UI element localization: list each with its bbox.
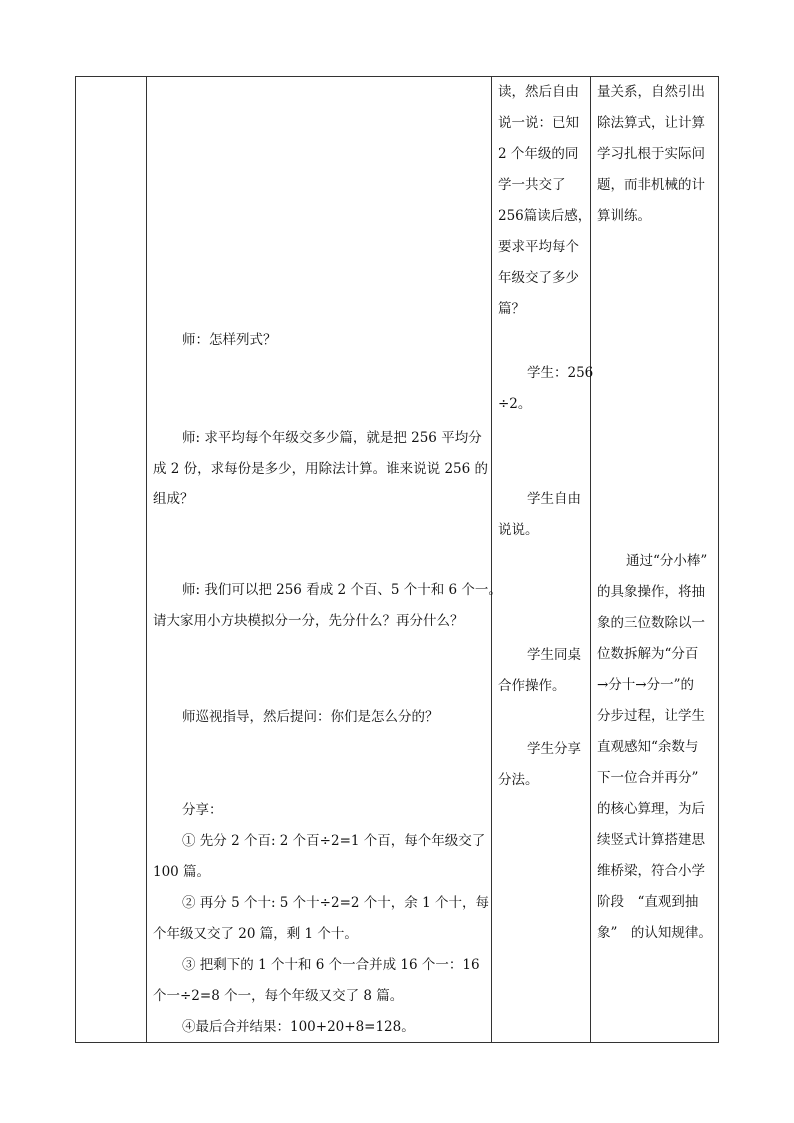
column-divider-2 [491,76,492,1043]
intent-text-line: 学习扎根于实际问 [597,146,705,162]
intent-text-line: 象的三位数除以一 [597,615,705,631]
share-step-2-line-1: ② 再分 5 个十: 5 个十÷2=2 个十，余 1 个十，每 [182,895,489,911]
share-title: 分享： [182,802,223,818]
intent-text-line: 的核心算理，为后 [597,801,705,817]
student-answer-3-line-2: 合作操作。 [498,678,566,694]
student-text-line: 要求平均每个 [498,239,579,255]
student-text-line: 年级交了多少 [498,270,579,286]
student-answer-1-line-2: ÷2。 [498,396,532,412]
student-answer-4-line-1: 学生分享 [527,741,581,757]
student-answer-2-line-1: 学生自由 [527,491,581,507]
teacher-question-3-line-1: 师: 我们可以把 256 看成 2 个百、5 个十和 6 个一。 [182,582,502,598]
intent-text-line: 续竖式计算搭建思 [597,832,705,848]
share-step-2-line-2: 个年级又交了 20 篇，剩 1 个十。 [153,926,358,942]
intent-text-line: →分十→分一”的 [597,677,695,693]
student-answer-3-line-1: 学生同桌 [527,647,581,663]
intent-text-line: 除法算式，让计算 [597,115,705,131]
intent-text-line: 阶段 “直观到抽 [597,894,699,910]
share-step-3-line-1: ③ 把剩下的 1 个十和 6 个一合并成 16 个一：16 [182,957,480,973]
student-text-line: 篇？ [498,301,525,317]
column-divider-1 [146,76,147,1043]
teacher-question-2-line-3: 组成？ [153,491,194,507]
student-answer-1-line-1: 学生：256 [527,365,594,381]
teacher-question-3-line-2: 请大家用小方块模拟分一分，先分什么？再分什么？ [153,613,464,629]
intent-text-line: 分步过程，让学生 [597,708,705,724]
teacher-question-1: 师：怎样列式？ [182,332,277,348]
student-text-line: 说一说：已知 [498,115,579,131]
share-step-3-line-2: 个一÷2=8 个一，每个年级又交了 8 篇。 [153,988,404,1004]
intent-text-line: 的具象操作，将抽 [597,584,705,600]
intent-text-line: 位数拆解为“分百 [597,646,699,662]
student-text-line: 256篇读后感， [498,208,592,224]
student-text-line: 学一共交了 [498,177,566,193]
student-answer-2-line-2: 说说。 [498,522,539,538]
student-text-line: 读，然后自由 [498,84,579,100]
intent-text-line: 题，而非机械的计 [597,177,705,193]
intent-text-line: 象” 的认知规律。 [597,925,712,941]
student-answer-4-line-2: 分法。 [498,772,539,788]
intent-text-line: 直观感知“余数与 [597,739,699,755]
teacher-question-4: 师巡视指导，然后提问：你们是怎么分的？ [182,709,439,725]
share-step-1-line-1: ① 先分 2 个百: 2 个百÷2=1 个百，每个年级交了 [182,833,486,849]
intent-text-line: 下一位合并再分” [597,770,699,786]
share-step-4: ④最后合并结果：100+20+8=128。 [182,1019,415,1035]
intent-text-line: 通过“分小棒” [626,553,708,569]
teacher-question-2-line-1: 师: 求平均每个年级交多少篇，就是把 256 平均分 [182,430,482,446]
teacher-question-2-line-2: 成 2 份，求每份是多少，用除法计算。谁来说说 256 的 [153,461,489,477]
student-text-line: 2 个年级的同 [498,146,579,162]
share-step-1-line-2: 100 篇。 [153,864,211,880]
intent-text-line: 算训练。 [597,208,651,224]
intent-text-line: 量关系，自然引出 [597,84,705,100]
intent-text-line: 维桥梁，符合小学 [597,863,705,879]
